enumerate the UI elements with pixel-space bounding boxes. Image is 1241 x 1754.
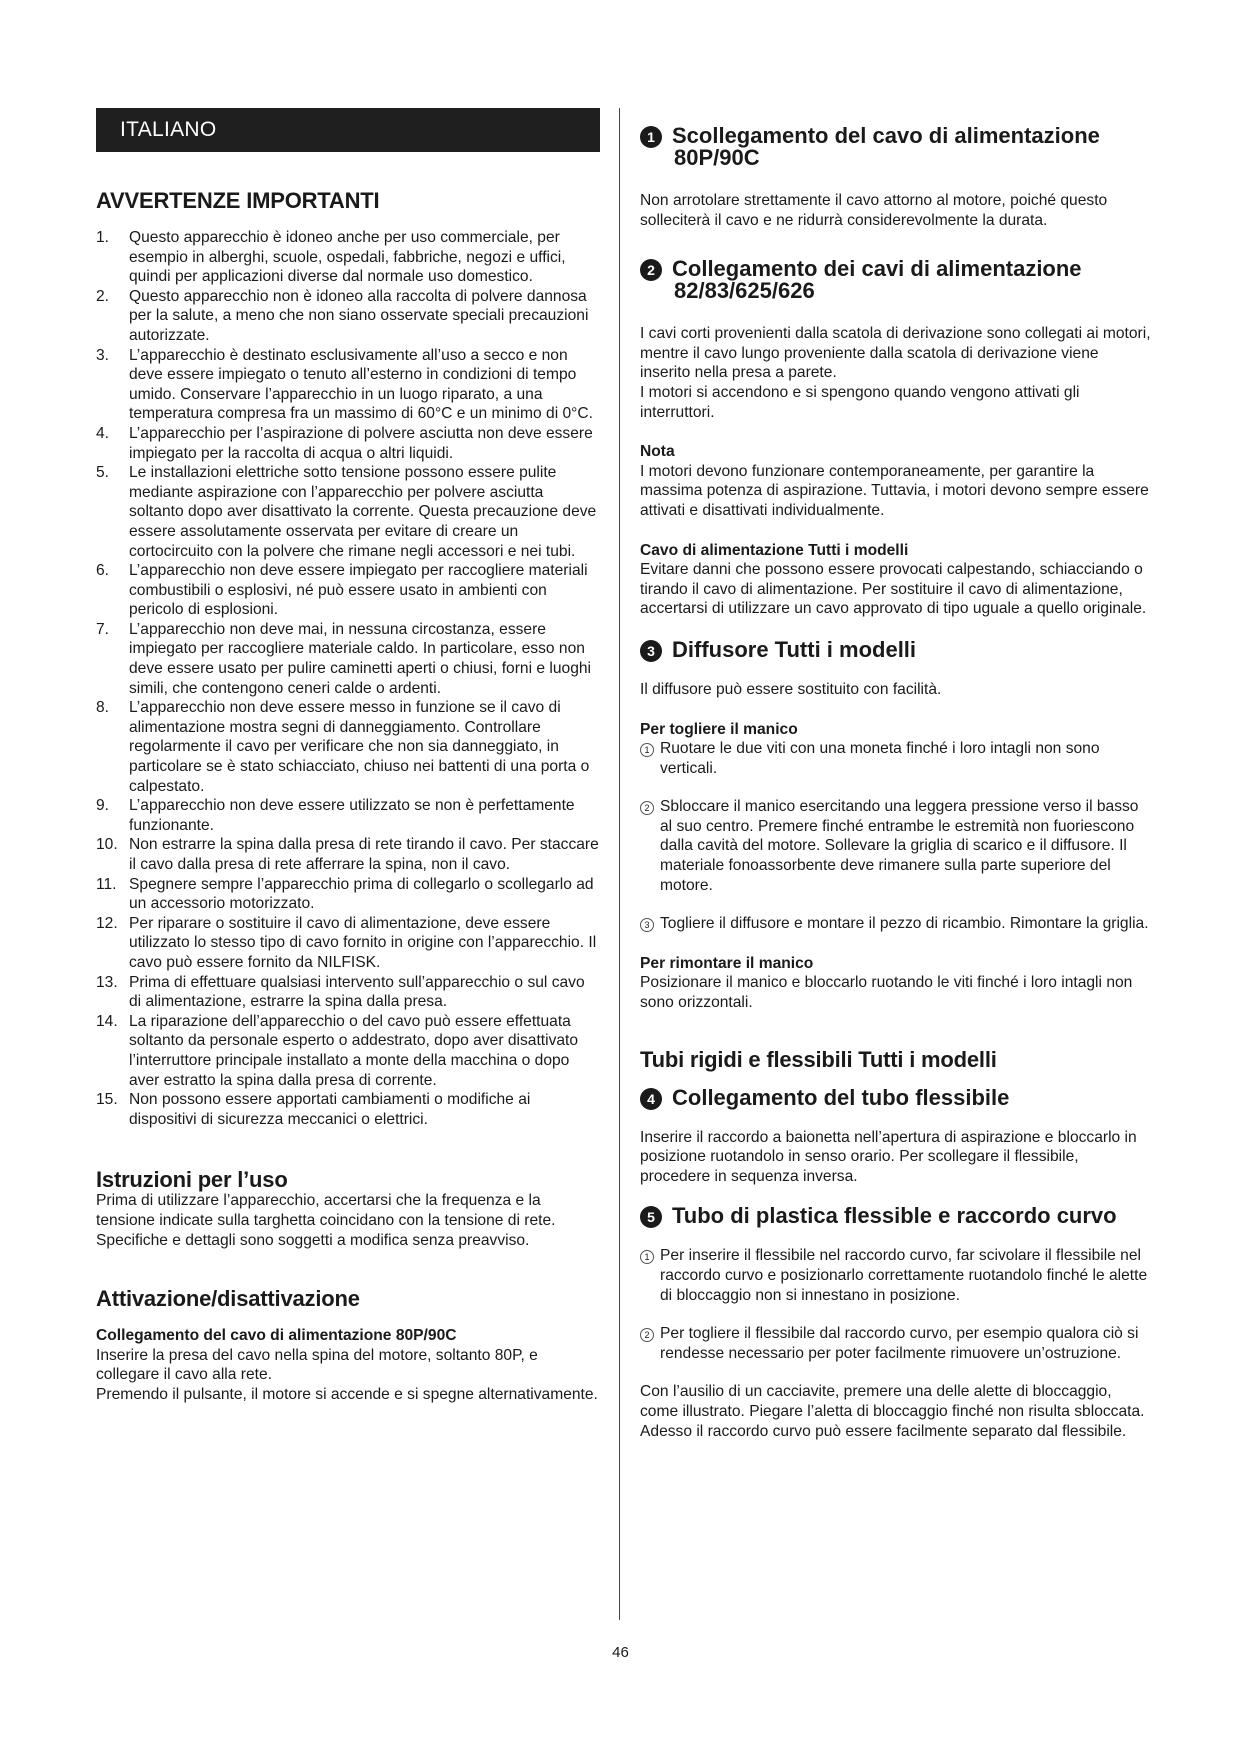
list-item-text: Le installazioni elettriche sotto tensione possono essere pulite mediante aspirazione con l’apparecchio per polvere asciutta soltanto dopo aver disattivato la corrente. Questa precauzione deve essere assolutamente osservata per evitare di creare un cortocircuito con la polvere che rimane negli accessori e nei tubi. (129, 464, 597, 560)
step-item (640, 1246, 1152, 1305)
section-2-paragraph: I motori si accendono e si spengono quando vengono attivati gli interruttori. (640, 383, 1080, 421)
section-1-text: Non arrotolare strettamente il cavo attorno al motore, poiché questo solleciterà il cavo e ne ridurrà considerevolmente la durata. (640, 192, 1108, 229)
list-item-number: 8. (96, 699, 110, 717)
list-item-text: Spegnere sempre l’apparecchio prima di collegarlo o scollegarlo ad un accessorio motorizzato. (129, 875, 594, 913)
list-item-text: L’apparecchio non deve essere messo in funzione se il cavo di alimentazione mostra segni di danneggiamento. Controllare regolarmente il cavo per verificare che non sia danneggiato, in particolare se è stato schiacciato, chiuso nei battenti di una porta o calpestato. (129, 699, 590, 795)
list-item-number: 12. (96, 914, 118, 932)
section-1-title-line1: Scollegamento del cavo di alimentazione (672, 123, 1100, 148)
list-item-text: Prima di effettuare qualsiasi intervento sull’apparecchio o sul cavo di alimentazione, estrarre la spina dalla presa. (129, 973, 585, 1011)
section-1-title (672, 125, 1100, 169)
step-item (640, 797, 1152, 895)
section-2-title-line2: 82/83/625/626 (674, 278, 815, 304)
step-item (640, 739, 1152, 778)
list-item-number: 5. (96, 464, 110, 482)
step-text: Ruotare le due viti con una moneta finché i loro intagli non sono verticali. (660, 740, 1100, 777)
cavo-label: Cavo di alimentazione Tutti i modelli (640, 541, 909, 559)
list-item (96, 973, 600, 1012)
section-5-heading (640, 1205, 1152, 1228)
section-4-text: Inserire il raccordo a baionetta nell’apertura di aspirazione e bloccarlo in posizione ruotandolo in senso orario. Per scollegare il flessibile, procedere in sequenza inversa. (640, 1128, 1137, 1185)
nota-text: I motori devono funzionare contemporaneamente, per garantire la massima potenza di aspirazione. Tuttavia, i motori devono sempre essere attivati e disattivati individualmente. (640, 462, 1149, 519)
istruzioni-paragraph: Prima di utilizzare l’apparecchio, accertarsi che la frequenza e la tensione indicate sulla targhetta coincidano con la tensione di rete. (96, 1192, 556, 1229)
list-item (96, 796, 600, 835)
tubi-title: Tubi rigidi e flessibili Tutti i modelli (640, 1046, 997, 1072)
step-number: 1 (640, 1250, 654, 1264)
attivazione-title: Attivazione/disattivazione (96, 1286, 360, 1312)
number-badge-5: 5 (640, 1206, 662, 1228)
section-1-heading (640, 125, 1152, 169)
list-item (96, 424, 600, 463)
column-divider (619, 108, 620, 1620)
section-4-title: Collegamento del tubo flessibile (672, 1084, 1010, 1110)
number-badge-2: 2 (640, 259, 662, 281)
step-text: Togliere il diffusore e montare il pezzo di ricambio. Rimontare la griglia. (660, 915, 1149, 933)
list-item-number: 7. (96, 620, 110, 638)
attivazione-paragraph: Inserire la presa del cavo nella spina del motore, soltanto 80P, e collegare il cavo alla rete. (96, 1346, 538, 1384)
step-number: 1 (640, 743, 654, 757)
list-item (96, 228, 600, 287)
language-bar: ITALIANO (96, 108, 600, 152)
istruzioni-paragraph: Specifiche e dettagli sono soggetti a modifica senza preavviso. (96, 1231, 530, 1249)
section-2-heading (640, 258, 1152, 302)
attivazione-subtitle: Collegamento del cavo di alimentazione 80P/90C (96, 1327, 457, 1345)
list-item (96, 561, 600, 620)
number-badge-4: 4 (640, 1088, 662, 1110)
section-5-closing: Con l’ausilio di un cacciavite, premere una delle alette di bloccaggio, come illustrato. Piegare l’aletta di bloccaggio finché non risulta sbloccata. Adesso il raccordo curvo può essere facilmente separato dal flessibile. (640, 1383, 1145, 1440)
section-3-heading (640, 636, 1152, 662)
refit-handle-label: Per rimontare il manico (640, 954, 814, 972)
list-item-number: 9. (96, 797, 110, 815)
list-item-text: L’apparecchio non deve essere impiegato per raccogliere materiali combustibili o esplosivi, né può essere usato in ambienti con pericolo di esplosioni. (129, 562, 588, 619)
section-2-title (672, 258, 1082, 302)
step-text: Per inserire il flessibile nel raccordo curvo, far scivolare il flessibile nel raccordo curvo e posizionarlo correttamente ruotandolo finché le alette di bloccaggio non si innestano in posizione. (660, 1247, 1148, 1304)
list-item (96, 835, 600, 874)
step-item (640, 1324, 1152, 1363)
istruzioni-title: Istruzioni per l’uso (96, 1167, 288, 1193)
step-item (640, 914, 1152, 934)
step-number: 3 (640, 918, 654, 932)
list-item-text: La riparazione dell’apparecchio o del cavo può essere effettuata soltanto da personale esperto o addestrato, dopo aver disattivato l’interruttore principale installato a monte della macchina o dopo aver estratto la spina dalla presa di corrente. (129, 1012, 579, 1089)
list-item (96, 287, 600, 346)
list-item-number: 4. (96, 424, 110, 442)
list-item-text: L’apparecchio è destinato esclusivamente all’uso a secco e non deve essere impiegato o tenuto all’esterno in condizioni di tempo umido. Conservare l’apparecchio in un luogo riparato, a una temperatura compresa fra un massimo di 60°C e un minimo di 0°C. (129, 346, 594, 423)
step-number: 2 (640, 801, 654, 815)
list-item (96, 914, 600, 973)
list-item-number: 13. (96, 973, 118, 991)
warnings-title: AVVERTENZE IMPORTANTI (96, 188, 380, 213)
list-item (96, 1090, 600, 1129)
list-item-text: Per riparare o sostituire il cavo di alimentazione, deve essere utilizzato lo stesso tipo di cavo fornito in origine con l’apparecchio. Il cavo può essere fornito da NILFISK. (129, 914, 597, 971)
nota-label: Nota (640, 443, 675, 461)
list-item-text: Non estrarre la spina dalla presa di rete tirando il cavo. Per staccare il cavo dalla presa di rete afferrare la spina, non il cavo. (129, 836, 599, 873)
list-item-text: L’apparecchio non deve essere utilizzato se non è perfettamente funzionante. (129, 797, 575, 834)
list-item-number: 1. (96, 229, 110, 246)
list-item (96, 698, 600, 796)
section-5-title: Tubo di plastica flessible e raccordo curvo (672, 1203, 1117, 1229)
list-item-number: 10. (96, 836, 118, 854)
section-4-heading (640, 1084, 1152, 1110)
attivazione-paragraph: Premendo il pulsante, il motore si accende e si spegne alternativamente. (96, 1385, 598, 1403)
list-item-text: L’apparecchio non deve mai, in nessuna circostanza, essere impiegato per raccogliere materiale caldo. In particolare, esso non deve essere usato per pulire caminetti aperti o chiusi, forni e luoghi simili, che contengono ceneri calde o ardenti. (129, 620, 592, 697)
list-item-number: 3. (96, 346, 110, 364)
list-item-number: 15. (96, 1091, 118, 1109)
list-item-text: Non possono essere apportati cambiamenti o modifiche ai dispositivi di sicurezza meccanici o elettrici. (129, 1091, 531, 1128)
step-number: 2 (640, 1328, 654, 1342)
step-text: Per togliere il flessibile dal raccordo curvo, per esempio qualora ciò si rendesse necessario per poter facilmente rimuovere un’ostruzione. (660, 1325, 1139, 1362)
list-item-text: Questo apparecchio è idoneo anche per uso commerciale, per esempio in alberghi, scuole, ospedali, fabbriche, negozi e uffici, quindi per applicazioni diverse dal normale uso domestico. (129, 229, 566, 286)
list-item-number: 6. (96, 562, 110, 580)
list-item (96, 463, 600, 561)
list-item-text: L’apparecchio per l’aspirazione di polvere asciutta non deve essere impiegato per la raccolta di acqua o altri liquidi. (129, 424, 593, 462)
right-column (640, 125, 1152, 1441)
list-item-number: 11. (96, 875, 117, 893)
cavo-text: Evitare danni che possono essere provocati calpestando, schiacciando o tirando il cavo di alimentazione. Per sostituire il cavo di alimentazione, accertarsi di utilizzare un cavo approvato di tipo uguale a quello originale. (640, 561, 1147, 618)
section-1-title-line2: 80P/90C (674, 145, 760, 170)
number-badge-3: 3 (640, 640, 662, 662)
refit-handle-text: Posizionare il manico e bloccarlo ruotando le viti finché i loro intagli non sono orizzontali. (640, 974, 1133, 1012)
left-column (96, 108, 600, 1404)
section-2-title-line1: Collegamento dei cavi di alimentazione (672, 256, 1082, 282)
list-item (96, 620, 600, 698)
list-item-number: 14. (96, 1012, 118, 1030)
list-item-text: Questo apparecchio non è idoneo alla raccolta di polvere dannosa per la salute, a meno che non siano osservate speciali precauzioni autorizzate. (129, 287, 589, 344)
list-item (96, 875, 600, 914)
warnings-list (96, 228, 600, 1129)
number-badge-1: 1 (640, 126, 662, 148)
section-3-intro: Il diffusore può essere sostituito con facilità. (640, 680, 942, 698)
step-text: Sbloccare il manico esercitando una leggera pressione verso il basso al suo centro. Premere finché entrambe le estremità non fuoriescono dalla cavità del motore. Sollevare la griglia di scarico e il diffusore. Il materiale fonoassorbente deve rimanere sulla parte superiore del motore. (660, 798, 1139, 894)
section-2-paragraph: I cavi corti provenienti dalla scatola di derivazione sono collegati ai motori, mentre il cavo lungo proveniente dalla scatola di derivazione viene inserito nella presa a parete. (640, 325, 1151, 382)
remove-handle-label: Per togliere il manico (640, 720, 798, 738)
page-number: 46 (612, 1644, 629, 1661)
list-item (96, 346, 600, 424)
section-3-title: Diffusore Tutti i modelli (672, 636, 917, 662)
list-item (96, 1012, 600, 1090)
list-item-number: 2. (96, 287, 110, 305)
